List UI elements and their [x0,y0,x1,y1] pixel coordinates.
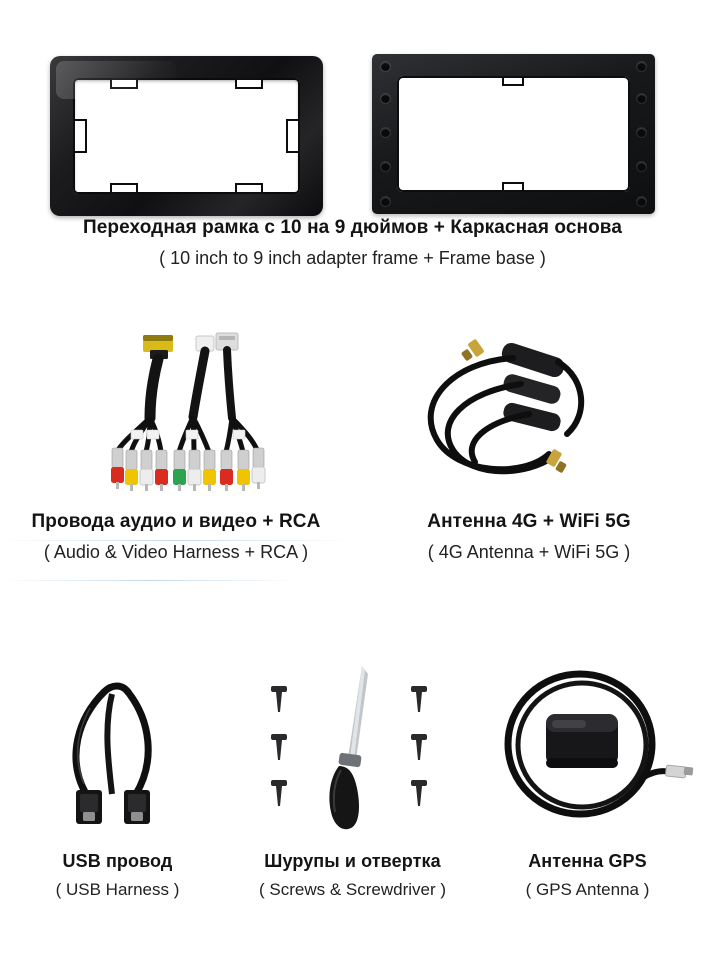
screw-hole [381,94,390,103]
screw-hole [637,197,646,206]
screws-screwdriver-image [235,648,470,843]
gps-illustration [470,648,705,843]
gps-caption-en: ( GPS Antenna ) [525,879,650,899]
audio-video-harness-image [0,322,352,502]
screw-hole [637,62,646,71]
frames-caption-en: ( 10 inch to 9 inch adapter frame + Frame base ) [159,247,546,268]
frames-row [0,26,705,201]
usb-illustration [0,648,235,843]
harness-illustration [0,322,352,502]
4g-antenna-image [353,322,705,502]
screw-hole [381,162,390,171]
antenna-caption-block [353,510,705,564]
harness-caption-block [0,510,352,564]
frame-base-image [372,54,655,214]
usb-harness-image [0,648,235,843]
screw-hole [637,94,646,103]
screws-caption-block [235,850,470,901]
gps-antenna-image [470,648,705,843]
item-4g-wifi-antenna [353,322,705,602]
item-screws-screwdriver [235,648,470,948]
adapter-frame-notch [235,183,263,194]
section-frames [0,0,705,300]
item-usb-harness [0,648,235,948]
adapter-frame-image [50,56,323,216]
gps-caption-block [470,850,705,901]
screw-hole [637,162,646,171]
screw-hole [637,128,646,137]
frame-base-tab [502,182,524,192]
screw-hole [381,62,390,71]
antenna-caption-ru: Антенна 4G + WiFi 5G [427,511,631,532]
harness-caption-ru: Провода аудио и видео + RCA [31,511,321,532]
adapter-frame-notch [235,78,263,89]
usb-caption-block [0,850,235,901]
screw-hole [381,197,390,206]
screwdriver-illustration [235,648,470,843]
harness-caption-en: ( Audio & Video Harness + RCA ) [43,541,309,562]
adapter-frame-notch [110,183,138,194]
item-gps-antenna [470,648,705,948]
adapter-frame-notch [110,78,138,89]
section-accessories [0,648,705,948]
screws-caption-ru: Шурупы и отвертка [264,851,441,871]
antenna-illustration [353,322,705,502]
screw-hole [381,128,390,137]
frames-caption-ru: Переходная рамка с 10 на 9 дюймов + Каркасная основа [82,217,623,238]
item-audio-video-harness [0,322,352,602]
gps-caption-ru: Антенна GPS [528,851,647,871]
adapter-frame-ear [73,119,87,153]
section-harness-antenna [0,322,705,602]
frames-caption-block [0,216,705,270]
adapter-frame-ear [286,119,300,153]
screws-caption-en: ( Screws & Screwdriver ) [258,879,447,899]
usb-caption-en: ( USB Harness ) [55,879,180,899]
antenna-caption-en: ( 4G Antenna + WiFi 5G ) [427,541,631,562]
frame-base-tab [502,76,524,86]
usb-caption-ru: USB провод [62,851,173,871]
